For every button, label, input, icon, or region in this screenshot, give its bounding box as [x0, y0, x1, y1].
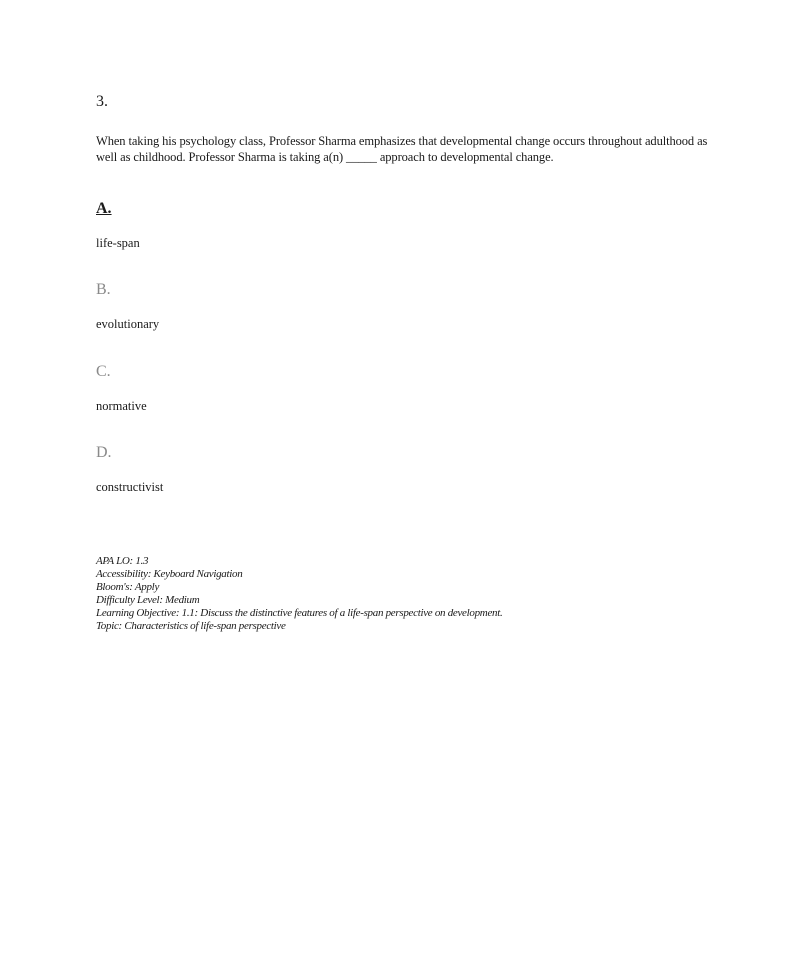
- meta-accessibility: Accessibility: Keyboard Navigation: [96, 568, 243, 580]
- meta-learning-objective: Learning Objective: 1.1: Discuss the distinctive features of a life-span perspective on development.: [96, 607, 503, 619]
- meta-topic: Topic: Characteristics of life-span perspective: [96, 620, 286, 632]
- option-a-text: life-span: [96, 236, 140, 250]
- option-c-text: normative: [96, 399, 147, 413]
- question-stem: When taking his psychology class, Professor Sharma emphasizes that developmental change occurs throughout adulthood as well as childhood. Professor Sharma is taking a(n) _____ approach to developmental change.: [96, 134, 708, 164]
- meta-difficulty: Difficulty Level: Medium: [96, 594, 200, 606]
- meta-apa-lo: APA LO: 1.3: [96, 555, 149, 567]
- option-d-letter: D.: [96, 444, 112, 461]
- question-metadata: [96, 555, 502, 633]
- option-c-letter: C.: [96, 363, 111, 380]
- option-b-letter: B.: [96, 281, 111, 298]
- option-a-letter: A.: [96, 200, 112, 217]
- question-number: 3.: [96, 93, 108, 110]
- option-b-text: evolutionary: [96, 317, 160, 331]
- option-d-text: constructivist: [96, 480, 164, 494]
- meta-blooms: Bloom's: Apply: [96, 581, 160, 593]
